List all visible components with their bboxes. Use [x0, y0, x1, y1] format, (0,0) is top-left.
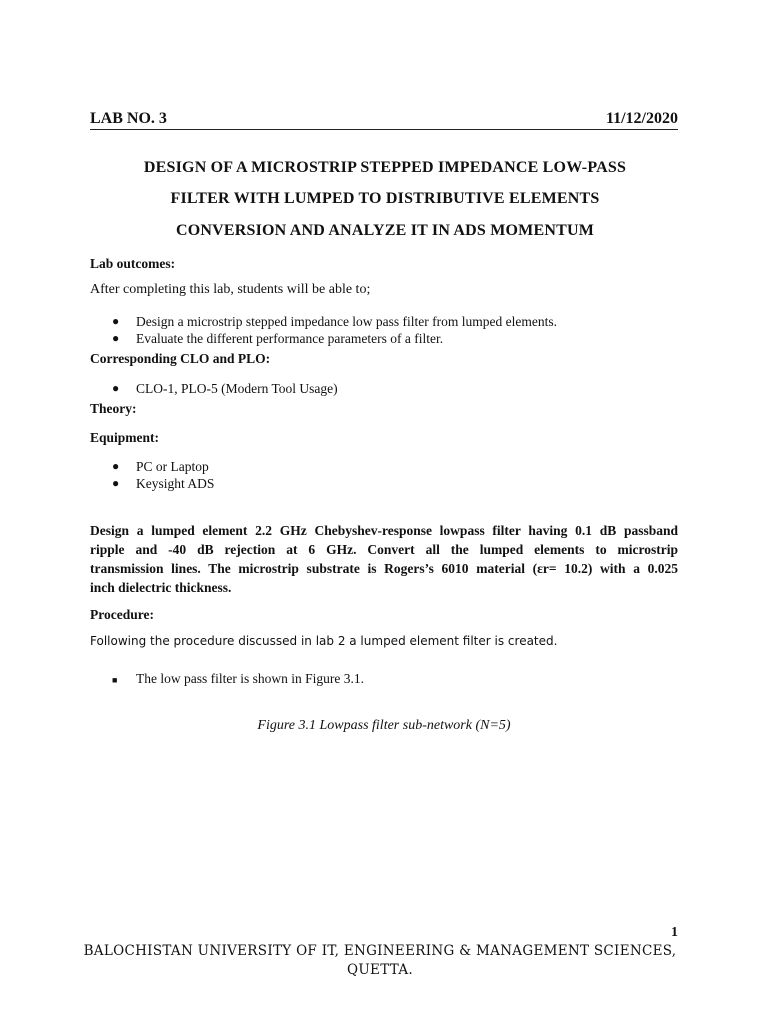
title-line-2: FILTER WITH LUMPED TO DISTRIBUTIVE ELEMENTS — [170, 190, 600, 207]
header-rule — [90, 129, 678, 130]
outcomes-list — [90, 313, 678, 347]
list-item: ● PC or Laptop — [112, 459, 209, 474]
outcomes-intro: After completing this lab, students will be able to; — [90, 282, 371, 297]
task-paragraph — [90, 521, 678, 597]
clo-heading: Corresponding CLO and PLO: — [90, 351, 271, 366]
procedure-intro: Following the procedure discussed in lab 2 a lumped element filter is created. — [90, 634, 558, 648]
title-line-1: DESIGN OF A MICROSTRIP STEPPED IMPEDANCE LOW-PASS — [143, 159, 627, 176]
task-line-3: transmission lines. The microstrip substrate is Rogers’s 6010 material (εr= 10.2) with a 0.025 — [90, 561, 678, 576]
equipment-heading: Equipment: — [90, 430, 160, 445]
task-line-1: Design a lumped element 2.2 GHz Chebyshev-response lowpass filter having 0.1 dB passband — [90, 523, 678, 538]
list-item: ● CLO-1, PLO-5 (Modern Tool Usage) — [112, 381, 338, 396]
theory-heading: Theory: — [90, 401, 137, 416]
figure-caption: Figure 3.1 Lowpass filter sub-network (N=5) — [257, 718, 511, 733]
task-line-4: inch dielectric thickness. — [90, 580, 232, 595]
bullet-icon: ● — [112, 381, 120, 395]
equipment-list — [90, 458, 678, 492]
procedure-list — [90, 670, 678, 687]
footer — [80, 942, 680, 980]
bullet-icon: ● — [112, 459, 120, 473]
list-item: ● Design a microstrip stepped impedance low pass filter from lumped elements. — [112, 314, 558, 329]
list-item: ● Evaluate the different performance parameters of a filter. — [112, 331, 444, 346]
square-bullet-icon: ■ — [112, 675, 118, 685]
clo-list — [90, 380, 678, 397]
title-line-3: CONVERSION AND ANALYZE IT IN ADS MOMENTUM — [175, 222, 595, 239]
list-item: ● Keysight ADS — [112, 476, 215, 491]
bullet-icon: ● — [112, 476, 120, 490]
bullet-icon: ● — [112, 314, 120, 328]
procedure-heading: Procedure: — [90, 607, 154, 622]
list-item: ■ The low pass filter is shown in Figure 3.1. — [90, 670, 678, 687]
lab-number: LAB NO. 3 — [90, 110, 167, 127]
task-line-2: ripple and -40 dB rejection at 6 GHz. Convert all the lumped elements to microstrip — [90, 542, 678, 557]
footer-line-2: QUETTA. — [347, 962, 413, 978]
page-number: 1 — [671, 925, 678, 940]
lab-date: 11/12/2020 — [605, 110, 678, 127]
bullet-icon: ● — [112, 331, 120, 345]
outcomes-heading: Lab outcomes: — [90, 256, 176, 271]
footer-line-1: BALOCHISTAN UNIVERSITY OF IT, ENGINEERING & MANAGEMENT SCIENCES, — [83, 943, 677, 959]
